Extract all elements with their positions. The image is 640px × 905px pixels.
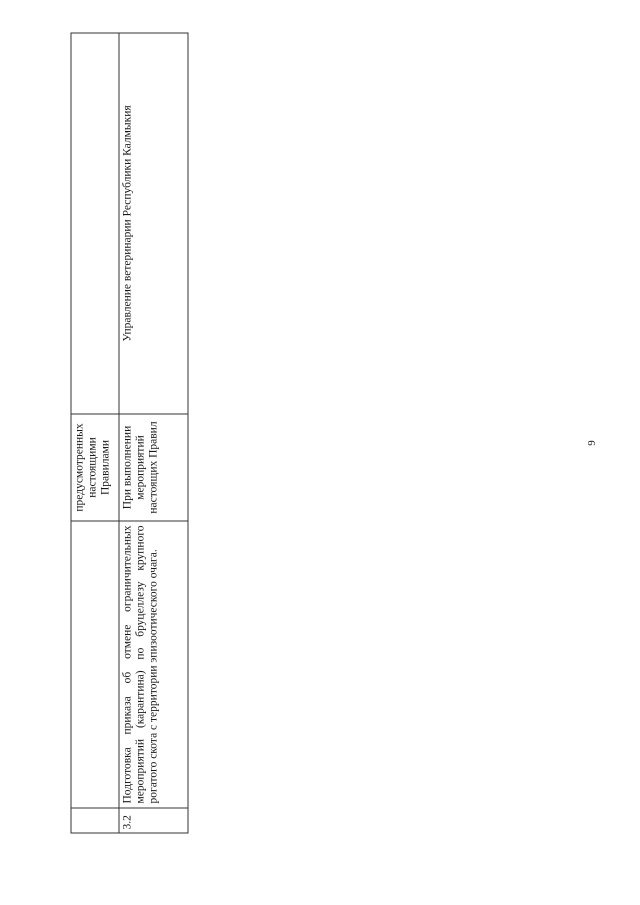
cell-task: [71, 521, 119, 808]
table-row-3-2: [119, 33, 188, 833]
cell-term: При выполнении мероприятий настоящих Правил: [119, 414, 188, 521]
cell-num: [71, 808, 119, 833]
measures-table: [71, 32, 189, 833]
cell-task: Подготовка приказа об отмене ограничительных мероприятий (карантина) по бруцеллезу крупного рогатого скота с территории эпизоотического очага.: [119, 521, 188, 808]
cell-num: 3.2: [119, 808, 188, 833]
rotated-table-container: [71, 33, 188, 833]
cell-responsible: Управление ветеринарии Республики Калмыкия: [119, 33, 188, 414]
cell-responsible: [71, 33, 119, 414]
cell-term: предусмотренных настоящими Правилами: [71, 414, 119, 521]
table-row-continued: [71, 33, 119, 833]
page-number: 9: [586, 440, 598, 446]
